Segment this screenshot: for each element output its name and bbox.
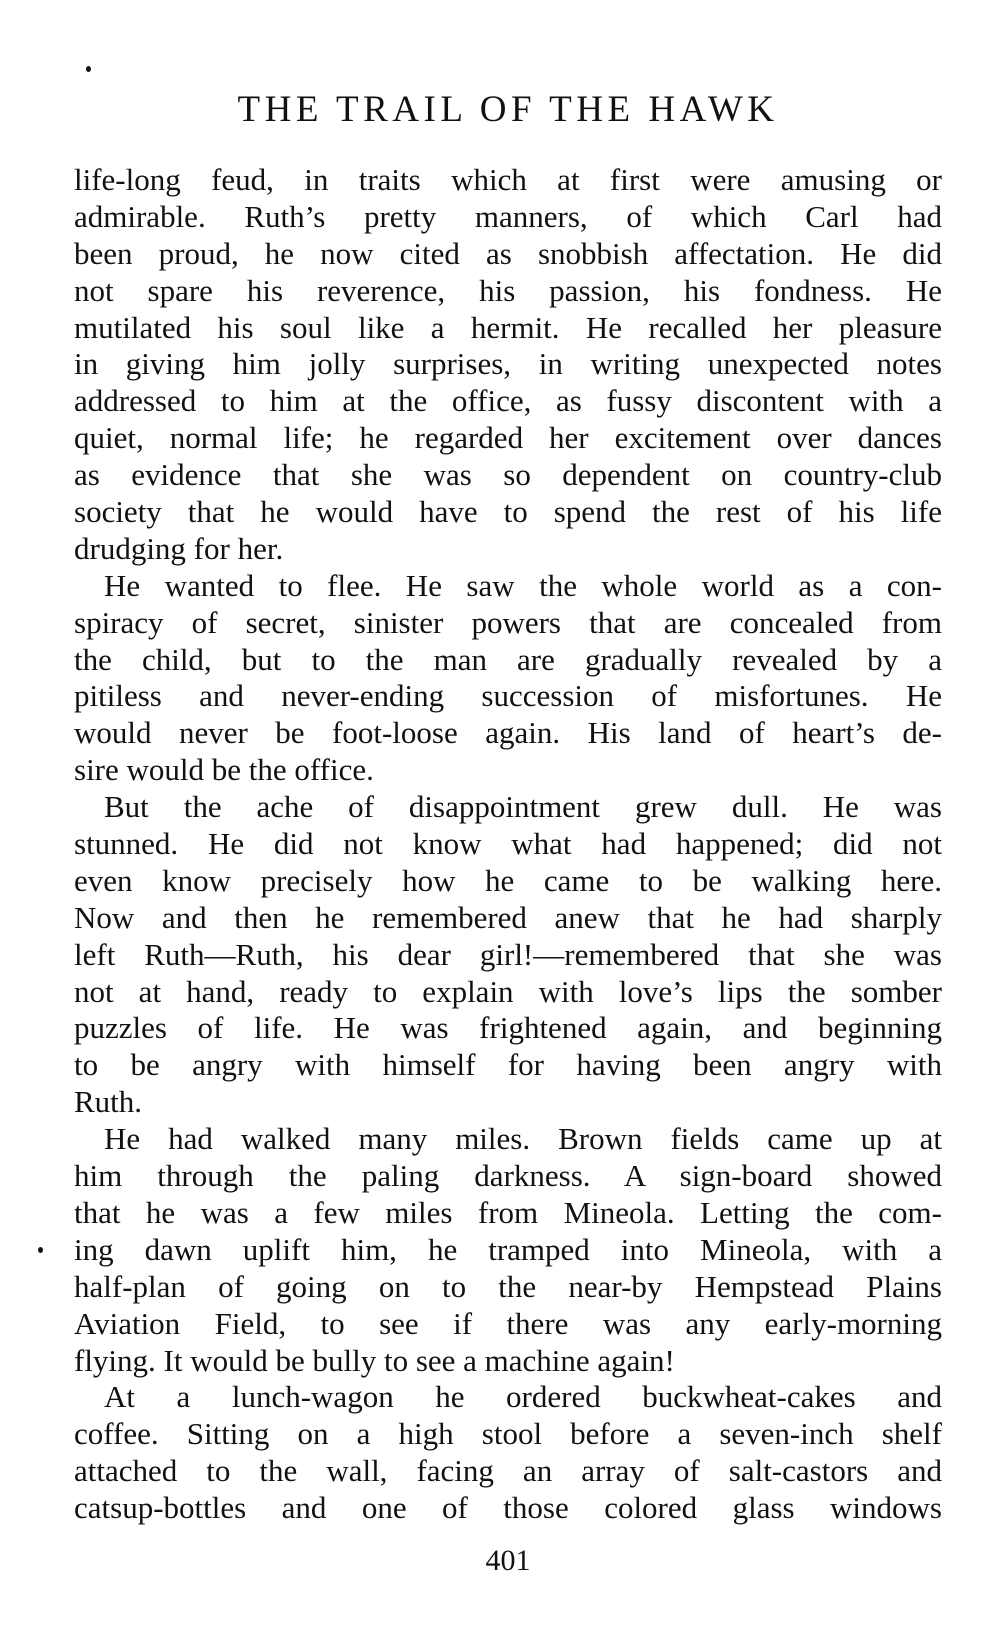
text-line: not spare his reverence, his passion, his fondness. He [74, 272, 942, 308]
paragraph-first-line: He had walked many miles. Brown fields came up at [104, 1121, 942, 1157]
text-line: sire would be the office. [74, 752, 374, 788]
text-line: would never be foot-loose again. His land of heart’s de- [74, 715, 942, 751]
text-line: the child, but to the man are gradually revealed by a [74, 641, 942, 677]
text-line: coffee. Sitting on a high stool before a seven-inch shelf [74, 1416, 942, 1452]
running-head: THE TRAIL OF THE HAWK [237, 89, 779, 130]
text-line: ing dawn uplift him, he tramped into Mineola, with a [74, 1231, 942, 1267]
paragraph-first-line: At a lunch-wagon he ordered buckwheat-cakes and [104, 1379, 942, 1415]
text-line: not at hand, ready to explain with love’s lips the somber [74, 973, 942, 1009]
text-line: puzzles of life. He was frightened again, and beginning [74, 1010, 942, 1046]
print-speck [38, 1247, 43, 1253]
text-line: Aviation Field, to see if there was any early-morning [74, 1305, 942, 1341]
text-line: catsup-bottles and one of those colored glass windows [74, 1490, 942, 1526]
text-line: as evidence that she was so dependent on country-club [74, 457, 942, 493]
text-line: society that he would have to spend the rest of his life [74, 494, 942, 530]
text-line: been proud, he now cited as snobbish affectation. He did [74, 235, 942, 271]
text-line: even know precisely how he came to be walking here. [74, 862, 942, 898]
text-line: in giving him jolly surprises, in writing unexpected notes [74, 346, 942, 382]
text-line: spiracy of secret, sinister powers that are concealed from [74, 604, 942, 640]
text-line: attached to the wall, facing an array of salt-castors and [74, 1453, 942, 1489]
text-line: addressed to him at the office, as fussy discontent with a [74, 383, 942, 419]
text-line: stunned. He did not know what had happened; did not [74, 826, 942, 862]
text-line: flying. It would be bully to see a machine again! [74, 1342, 675, 1378]
print-speck [86, 66, 91, 72]
text-line: left Ruth—Ruth, his dear girl!—remembered that she was [74, 936, 942, 972]
text-line: admirable. Ruth’s pretty manners, of which Carl had [74, 198, 942, 234]
text-line: to be angry with himself for having been angry with [74, 1047, 942, 1083]
text-line: that he was a few miles from Mineola. Letting the com- [74, 1194, 942, 1230]
text-line: half-plan of going on to the near-by Hempstead Plains [74, 1268, 942, 1304]
paragraph-first-line: But the ache of disappointment grew dull. He was [104, 789, 942, 825]
text-line: pitiless and never-ending succession of misfortunes. He [74, 678, 942, 714]
text-line: him through the paling darkness. A sign-board showed [74, 1158, 942, 1194]
text-line: quiet, normal life; he regarded her excitement over dances [74, 420, 942, 456]
paragraph-first-line: He wanted to flee. He saw the whole world as a con- [104, 567, 942, 603]
body-text [74, 162, 942, 1527]
text-line: life-long feud, in traits which at first were amusing or [74, 162, 942, 197]
text-line: Now and then he remembered anew that he had sharply [74, 899, 942, 935]
text-line: Ruth. [74, 1084, 143, 1120]
page-number: 401 [485, 1544, 531, 1577]
text-line: mutilated his soul like a hermit. He recalled her pleasure [74, 309, 942, 345]
text-line: drudging for her. [74, 530, 284, 566]
